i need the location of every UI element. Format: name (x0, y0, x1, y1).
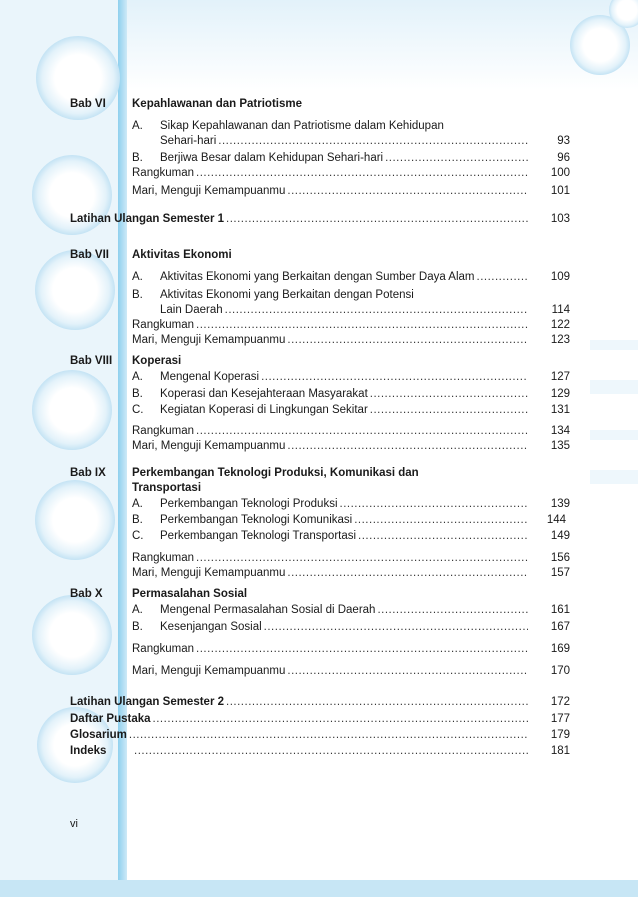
section-title: Koperasi dan Kesejahteraan Masyarakat (160, 388, 368, 400)
page-number: 123 (550, 334, 570, 346)
page-number: 127 (550, 371, 570, 383)
page-number: 96 (557, 152, 570, 164)
entry-title: Rangkuman (132, 643, 195, 655)
toc-entry-mari[interactable] (132, 184, 530, 199)
section-letter: B. (132, 514, 143, 526)
toc-entry[interactable] (160, 134, 530, 149)
chapter-title: Permasalahan Sosial (132, 588, 248, 600)
entry-title: Latihan Ulangan Semester 2 (70, 696, 225, 708)
entry-title: Indeks (70, 745, 107, 757)
section-letter: A. (132, 498, 143, 510)
toc-entry[interactable] (160, 620, 530, 635)
page-number: 134 (550, 425, 570, 437)
page-number: 144 (546, 514, 566, 526)
chapter-title: Perkembangan Teknologi Produksi, Komunikasi dan (132, 467, 419, 479)
section-title: Berjiwa Besar dalam Kehidupan Sehari-hari (160, 152, 384, 164)
toc-entry[interactable] (160, 303, 530, 318)
toc-entry-rangkuman[interactable] (132, 551, 530, 566)
entry-title: Glosarium (70, 729, 127, 741)
chapter-label: Bab VI (70, 98, 106, 110)
toc-entry[interactable] (160, 370, 530, 385)
entry-title: Rangkuman (132, 319, 195, 331)
toc-entry-latihan-2[interactable] (70, 695, 530, 710)
entry-title: Latihan Ulangan Semester 1 (70, 213, 225, 225)
toc-entry-glosarium[interactable] (70, 728, 530, 743)
toc-entry-mari[interactable] (132, 664, 530, 679)
page-number: 101 (550, 185, 570, 197)
entry-title: Mari, Menguji Kemampuanmu (132, 334, 286, 346)
page-number: 149 (550, 530, 570, 542)
toc-entry[interactable] (160, 151, 530, 166)
toc-entry[interactable] (160, 603, 530, 618)
section-title: Perkembangan Teknologi Komunikasi (160, 514, 353, 526)
page-number: 131 (550, 404, 570, 416)
toc-entry-mari[interactable] (132, 566, 530, 581)
toc-entry[interactable] (160, 387, 530, 402)
page-number: 114 (551, 304, 570, 316)
page-number: 129 (550, 388, 570, 400)
page-number: 169 (550, 643, 570, 655)
chapter-title: Kepahlawanan dan Patriotisme (132, 98, 302, 110)
page-number: 181 (550, 745, 570, 757)
page-number: 179 (550, 729, 570, 741)
toc-entry-mari[interactable] (132, 439, 530, 454)
page-number: 167 (550, 621, 570, 633)
folio-page-number: vi (70, 818, 78, 830)
toc-entry-rangkuman[interactable] (132, 424, 530, 439)
section-title: Aktivitas Ekonomi yang Berkaitan dengan Potensi (160, 289, 414, 301)
section-title: Mengenal Permasalahan Sosial di Daerah (160, 604, 376, 616)
page-number: 93 (557, 135, 570, 147)
section-title: Sikap Kepahlawanan dan Patriotisme dalam Kehidupan (160, 120, 444, 132)
toc-entry[interactable] (160, 497, 530, 512)
section-title-cont: Lain Daerah (160, 304, 223, 316)
section-letter: B. (132, 388, 143, 400)
page-number: 109 (550, 271, 570, 283)
section-title: Aktivitas Ekonomi yang Berkaitan dengan Sumber Daya Alam (160, 271, 475, 283)
page-number: 172 (550, 696, 570, 708)
section-title-cont: Sehari-hari (160, 135, 217, 147)
entry-title: Mari, Menguji Kemampuanmu (132, 665, 286, 677)
section-title: Perkembangan Teknologi Transportasi (160, 530, 357, 542)
section-letter: A. (132, 371, 143, 383)
page-number: 177 (550, 713, 570, 725)
chapter-title-cont: Transportasi (132, 482, 202, 494)
page-number: 170 (550, 665, 570, 677)
chapter-label: Bab IX (70, 467, 106, 479)
entry-title: Rangkuman (132, 167, 195, 179)
section-letter: A. (132, 604, 143, 616)
section-letter: C. (132, 530, 144, 542)
chapter-label: Bab X (70, 588, 103, 600)
page-number: 103 (550, 213, 570, 225)
entry-title: Mari, Menguji Kemampuanmu (132, 440, 286, 452)
section-letter: A. (132, 120, 143, 132)
page-number: 135 (550, 440, 570, 452)
page-number: 161 (550, 604, 570, 616)
page-number: 100 (550, 167, 570, 179)
entry-title: Rangkuman (132, 552, 195, 564)
toc-entry[interactable] (160, 403, 530, 418)
section-letter: B. (132, 152, 143, 164)
page-number: 156 (550, 552, 570, 564)
entry-title: Rangkuman (132, 425, 195, 437)
entry-title: Mari, Menguji Kemampuanmu (132, 567, 286, 579)
section-letter: A. (132, 271, 143, 283)
toc-entry[interactable] (160, 270, 530, 285)
toc-entry-rangkuman[interactable] (132, 642, 530, 657)
page-number: 139 (550, 498, 570, 510)
section-letter: C. (132, 404, 144, 416)
section-title: Kegiatan Koperasi di Lingkungan Sekitar (160, 404, 368, 416)
chapter-label: Bab VII (70, 249, 109, 261)
toc-entry-latihan-1[interactable] (70, 212, 530, 227)
page-number: 122 (550, 319, 570, 331)
section-letter: B. (132, 289, 143, 301)
entry-title: Mari, Menguji Kemampuanmu (132, 185, 286, 197)
toc-entry[interactable] (160, 513, 530, 528)
toc-entry-rangkuman[interactable] (132, 318, 530, 333)
section-title: Perkembangan Teknologi Produksi (160, 498, 338, 510)
section-title: Kesenjangan Sosial (160, 621, 262, 633)
entry-title: Daftar Pustaka (70, 713, 151, 725)
chapter-title: Aktivitas Ekonomi (132, 249, 232, 261)
chapter-title: Koperasi (132, 355, 182, 367)
section-letter: B. (132, 621, 143, 633)
toc-entry-daftar-pustaka[interactable] (70, 712, 530, 727)
toc-entry-indeks[interactable] (70, 744, 530, 759)
page-number: 157 (550, 567, 570, 579)
chapter-label: Bab VIII (70, 355, 113, 367)
toc-entry-rangkuman[interactable] (132, 166, 530, 181)
section-title: Mengenal Koperasi (160, 371, 260, 383)
toc-entry[interactable] (160, 529, 530, 544)
toc-entry-mari[interactable] (132, 333, 530, 348)
